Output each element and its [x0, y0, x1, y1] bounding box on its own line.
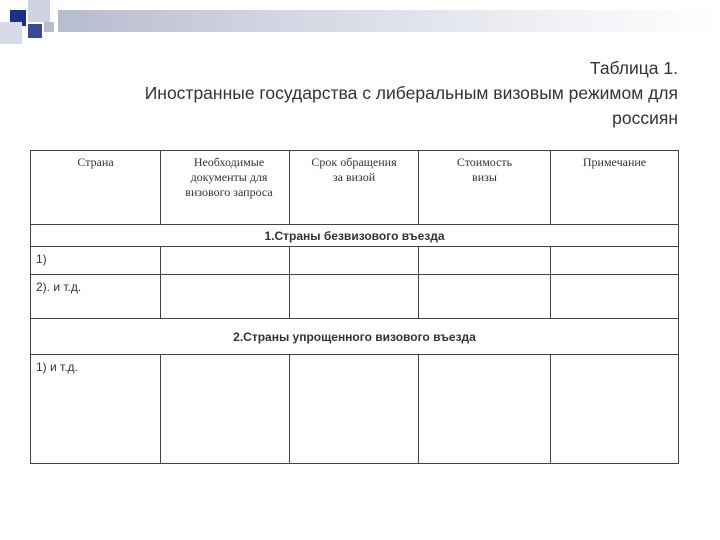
table-cell — [551, 355, 679, 464]
row-label: 2). и т.д. — [36, 280, 82, 294]
header-cell — [161, 151, 290, 225]
section-title: 2.Страны упрощенного визового въезда — [31, 319, 679, 355]
table-row — [31, 355, 679, 464]
table-cell — [551, 275, 679, 319]
table-cell — [161, 247, 290, 275]
title-line: Иностранные государства с либеральным визовым режимом для — [144, 83, 678, 103]
header-cell — [551, 151, 679, 225]
table-cell — [290, 355, 419, 464]
header-cell — [290, 151, 419, 225]
header-country: Страна — [77, 155, 114, 169]
table-header-row — [31, 151, 679, 225]
table-cell — [290, 275, 419, 319]
row-label: 1) и т.д. — [36, 360, 78, 374]
header-gradient-bar — [58, 10, 720, 32]
table-cell — [161, 275, 290, 319]
header-cost: Стоимость визы — [456, 155, 513, 184]
table-cell — [31, 247, 161, 275]
table-cell — [31, 275, 161, 319]
section-title: 1.Страны безвизового въезда — [31, 225, 679, 247]
header-documents: Необходимые документы для визового запроса — [185, 155, 273, 199]
title-line: россиян — [612, 108, 678, 128]
section-row — [31, 319, 679, 355]
table-cell — [419, 247, 551, 275]
deco-square-light — [0, 22, 22, 44]
deco-square-light — [44, 22, 54, 32]
deco-square-dark — [28, 24, 42, 38]
slide-title — [38, 56, 678, 131]
header-cell — [419, 151, 551, 225]
title-line: Таблица 1. — [589, 58, 678, 78]
table-cell — [290, 247, 419, 275]
visa-table — [30, 150, 679, 464]
header-cell — [31, 151, 161, 225]
table-row — [31, 275, 679, 319]
table-cell — [31, 355, 161, 464]
table-cell — [161, 355, 290, 464]
row-label: 1) — [36, 252, 47, 266]
table-cell — [551, 247, 679, 275]
table-row — [31, 247, 679, 275]
table-cell — [419, 355, 551, 464]
table-cell — [419, 275, 551, 319]
header-term: Срок обращения за визой — [311, 155, 397, 184]
header-note: Примечание — [582, 155, 647, 169]
section-row — [31, 225, 679, 247]
deco-square-light — [28, 0, 50, 22]
